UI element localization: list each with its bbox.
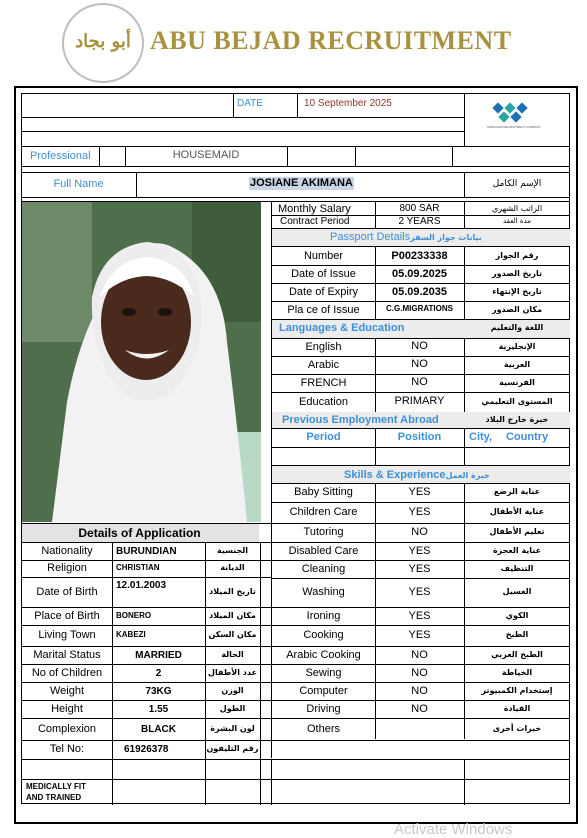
application-row-value: 12.01.2003 (116, 580, 167, 591)
application-row-label: Weight (49, 685, 85, 697)
employment-col-city: City, (469, 431, 493, 443)
passport-row-label: Date of Issue (291, 268, 356, 280)
application-row-value: 61926378 (124, 744, 169, 755)
company-logo (62, 3, 144, 83)
skill-row-label-ar: عناية العجزة (492, 546, 542, 555)
skill-row-value: NO (411, 685, 428, 697)
skill-row-value: NO (411, 526, 428, 538)
partner-logo-icon (490, 100, 536, 124)
application-row-label: Place of Birth (34, 610, 100, 622)
employment-title-ar: خبرة خارج البلاد (485, 415, 549, 424)
passport-row-label-ar: مكان الصدور (491, 305, 543, 314)
contract-period-value: 2 YEARS (398, 216, 441, 227)
passport-row-value: 05.09.2025 (391, 268, 448, 280)
application-row-label-ar: تاريخ الميلاد (209, 587, 256, 596)
partner-logo (487, 100, 541, 134)
skill-row-label-ar: الطبخ (505, 630, 529, 639)
logo-monogram: أبو بجاد (75, 31, 131, 52)
skill-row-label: Baby Sitting (294, 486, 353, 498)
full-name-label: Full Name (53, 178, 104, 190)
skill-row-value: YES (408, 610, 431, 622)
skill-row-label-ar: عناية الرضع (493, 487, 541, 496)
application-row-label: Complexion (37, 723, 97, 735)
application-row-label-ar: الوزن (221, 686, 244, 695)
application-row-label-ar: الجنسية (216, 546, 249, 555)
language-row-value: NO (411, 358, 428, 370)
contract-period-label: Contract Period (280, 216, 350, 227)
application-row-value: 2 (155, 668, 162, 679)
skill-row-value: YES (408, 563, 431, 575)
monthly-salary-label: Monthly Salary (278, 203, 351, 215)
language-row-label-ar: الفرنسية (499, 378, 535, 387)
skill-row-value: YES (408, 545, 431, 557)
skill-row-label: Arabic Cooking (286, 649, 361, 661)
application-row-label: Tel No: (49, 743, 85, 755)
contract-period-label-ar: مدة العقد (503, 217, 531, 225)
medical-note-line1: MEDICALLY FIT (26, 782, 87, 791)
application-row-label: Date of Birth (36, 586, 98, 598)
skill-row-value: YES (408, 486, 431, 498)
application-row-label-ar: مكان الميلاد (209, 611, 256, 620)
language-row-label: Education (299, 396, 348, 408)
passport-title: Passport Detailsبيانات جواز السفر (330, 231, 482, 243)
application-row-value: MARRIED (135, 650, 182, 661)
application-row-label: Marital Status (33, 649, 101, 661)
skill-row-label: Cooking (303, 629, 344, 641)
application-row-label: No of Children (31, 667, 103, 679)
full-name-value: JOSIANE AKIMANA (250, 177, 353, 189)
application-row-label-ar: عدد الأطفال (208, 668, 257, 677)
passport-row-label-ar: تاريخ الإنتهاء (492, 287, 542, 296)
skill-row-label-ar: عناية الأطفال (489, 507, 545, 516)
skill-row-label-ar: الكوي (505, 611, 529, 620)
language-row-label: Arabic (307, 359, 340, 371)
candidate-photo-image (22, 202, 261, 522)
skill-row-value: NO (411, 649, 428, 661)
passport-row-value: C.G.MIGRATIONS (386, 304, 453, 313)
passport-row-value: 05.09.2035 (391, 286, 448, 298)
skill-row-label: Washing (302, 586, 345, 598)
passport-row-label: Date of Expiry (288, 286, 359, 298)
skill-row-value: YES (408, 586, 431, 598)
skill-row-value: NO (411, 703, 428, 715)
skill-row-label: Cleaning (301, 563, 346, 575)
language-row-label-ar: الإنجليزية (498, 342, 536, 351)
application-row-label-ar: الحالة (221, 650, 244, 659)
application-row-label-ar: الطول (219, 704, 246, 713)
application-row-label: Religion (47, 562, 87, 574)
language-row-label: English (305, 341, 342, 353)
company-name: ABU BEJAD RECRUITMENT (150, 26, 512, 55)
employment-col-country: Country (506, 431, 549, 443)
languages-title-ar: اللغة والتعليم (490, 323, 544, 332)
skills-title: Skills & Experienceخبرة العمل (344, 469, 490, 481)
skill-row-label: Others (306, 723, 340, 735)
date-label: DATE (237, 98, 263, 109)
partner-logo-caption: ALBAYADR RECRUITMENT COMPANY (487, 125, 541, 129)
application-row-label: Height (51, 703, 83, 715)
skill-row-label-ar: التنظيف (500, 564, 534, 573)
medical-note-line2: AND TRAINED (26, 793, 82, 802)
skill-row-label-ar: الخياطة (501, 668, 533, 677)
language-row-label: FRENCH (300, 377, 347, 389)
language-row-label-ar: العربية (503, 360, 531, 369)
languages-title: Languages & Education (279, 322, 405, 334)
application-row-label: Nationality (41, 545, 93, 557)
professional-value: HOUSEMAID (172, 149, 240, 161)
skill-row-label-ar: القيادة (503, 704, 531, 713)
skill-row-label-ar: الطبخ العربي (491, 650, 543, 659)
professional-label: Professional (30, 150, 91, 162)
skill-row-label: Children Care (289, 506, 358, 518)
employment-col-position: Position (397, 431, 442, 443)
monthly-salary-value: 800 SAR (399, 203, 440, 214)
skill-row-label-ar: خبرات أخرى (492, 724, 542, 733)
skill-row-value: NO (411, 667, 428, 679)
skill-row-label: Computer (299, 685, 348, 697)
full-name-label-ar: الإسم الكامل (492, 179, 542, 189)
employment-col-period: Period (306, 431, 341, 443)
application-row-value: BLACK (141, 724, 176, 735)
skill-row-label: Driving (306, 703, 341, 715)
application-row-value: BURUNDIAN (116, 546, 177, 557)
application-row-label: Living Town (38, 629, 96, 641)
activate-windows-watermark: Activate Windows (394, 821, 513, 838)
skill-row-label-ar: الغسيل (502, 587, 532, 596)
skill-row-label: Tutoring (303, 526, 344, 538)
candidate-photo (22, 202, 261, 522)
date-value: 10 September 2025 (304, 98, 392, 109)
passport-row-label-ar: تاريخ الصدور (492, 269, 542, 278)
application-row-value: 73KG (145, 686, 172, 697)
passport-row-value: P00233338 (391, 250, 448, 262)
application-title: Details of Application (78, 526, 201, 540)
application-row-value: KABEZI (116, 630, 146, 639)
skill-row-value: YES (408, 506, 431, 518)
passport-row-label: Pla ce of Issue (287, 304, 360, 316)
application-row-label-ar: رقم التليفون (206, 744, 259, 753)
language-row-label-ar: المستوى التعليمي (481, 397, 553, 406)
application-row-label-ar: لون البشرة (210, 724, 255, 733)
skill-row-label: Sewing (305, 667, 342, 679)
monthly-salary-label-ar: الراتب الشهري (491, 204, 543, 213)
language-row-value: NO (411, 340, 428, 352)
application-row-label-ar: مكان السكن (208, 630, 257, 639)
skill-row-label: Ironing (306, 610, 341, 622)
skill-row-label: Disabled Care (288, 545, 359, 557)
passport-row-label: Number (303, 250, 344, 262)
skill-row-label-ar: إستخدام الكمبيوتر (481, 686, 553, 695)
application-row-value: 1.55 (148, 704, 169, 715)
skill-row-label-ar: تعليم الأطفال (489, 527, 545, 536)
application-row-value: BONERO (116, 611, 152, 620)
application-row-value: CHRISTIAN (116, 563, 160, 572)
language-row-value: NO (411, 376, 428, 388)
passport-row-label-ar: رقم الجواز (495, 251, 539, 260)
language-row-value: PRIMARY (394, 395, 445, 407)
application-row-label-ar: الديانة (220, 563, 245, 572)
skill-row-value: YES (408, 629, 431, 641)
employment-title: Previous Employment Abroad (282, 414, 439, 426)
